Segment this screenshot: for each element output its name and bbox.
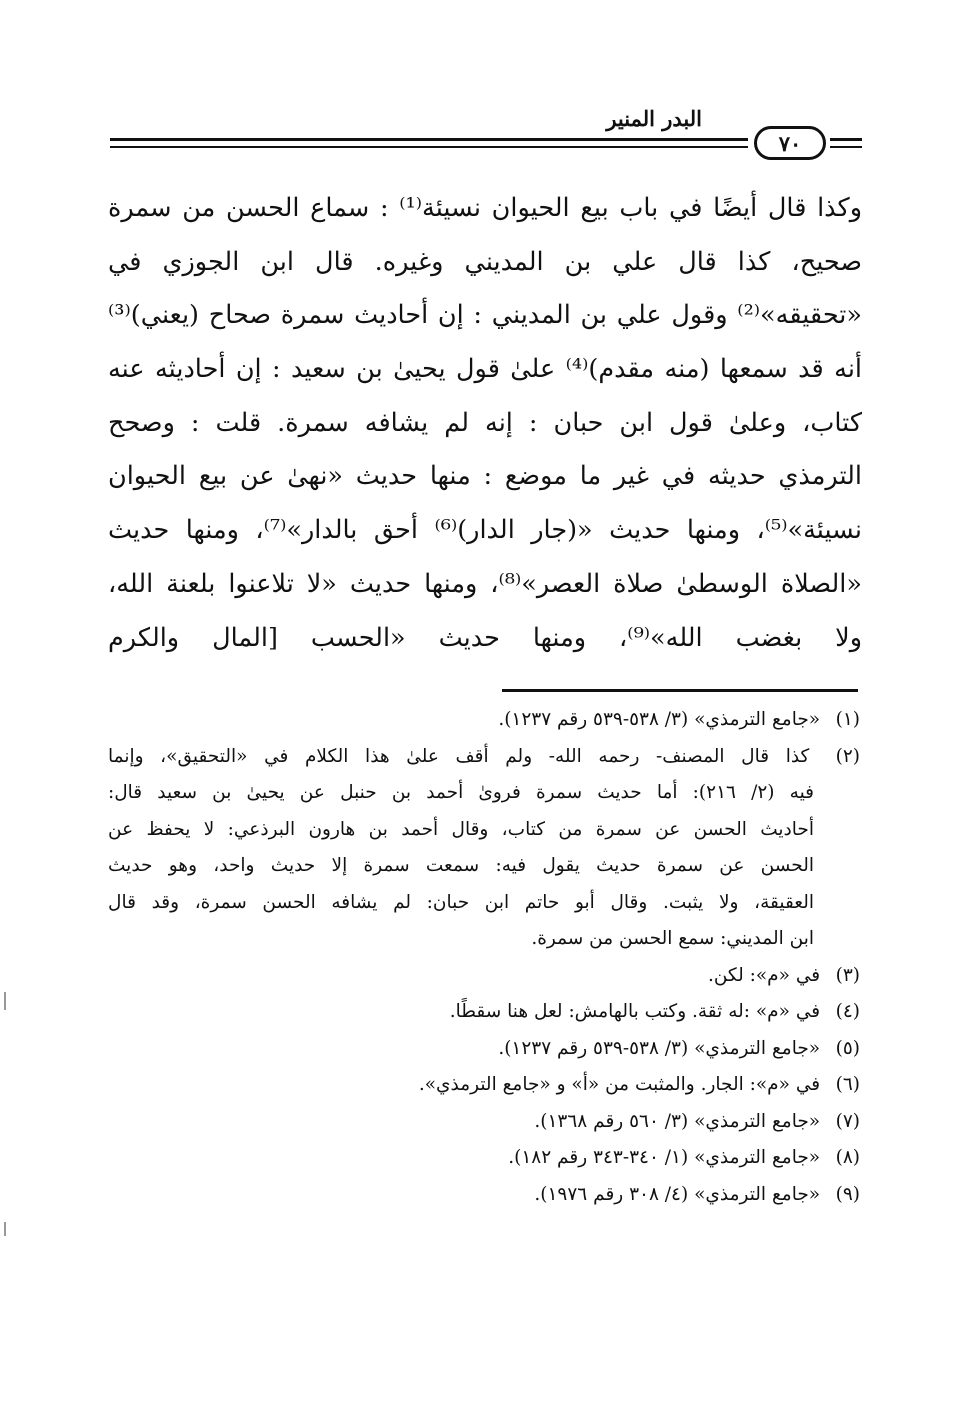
scan-mark xyxy=(4,1222,6,1236)
footnote-number: (٨) xyxy=(835,1147,860,1168)
footnote-2-continuation: الحسن عن سمرة حديث يقول فيه: سمعت سمرة إلا حديث واحد، وهو حديث xyxy=(108,855,814,876)
text-line: وكذا قال أيضًا في باب بيع الحيوان نسيئة⁽¹⁾ : سماع الحسن من سمرة xyxy=(108,193,862,223)
footnote-text: «جامع الترمذي» (٣/ ٥٣٨-٥٣٩ رقم ١٢٣٧). xyxy=(498,1037,821,1059)
footnote-number: (١) xyxy=(835,709,860,730)
text-line: صحيح، كذا قال علي بن المديني وغيره. قال ابن الجوزي في xyxy=(108,246,862,277)
text-line: كتاب، وعلىٰ قول ابن حبان : إنه لم يشافه سمرة. قلت : وصحح xyxy=(108,407,862,438)
footnote-4 xyxy=(108,994,860,1031)
footnote-number: (٤) xyxy=(835,1001,860,1022)
footnote-1 xyxy=(108,702,860,739)
footnote-text: «جامع الترمذي» (٣/ ٥٦٠ رقم ١٣٦٨). xyxy=(534,1110,821,1132)
footnote-number: (٦) xyxy=(835,1074,860,1095)
text-line: نسيئة»⁽⁵⁾، ومنها حديث «(جار الدار)⁽⁶⁾ أحق بالدار»⁽⁷⁾، ومنها حديث xyxy=(108,515,862,546)
header-rule xyxy=(110,146,748,148)
book-title: البدر المنير xyxy=(606,106,702,131)
text-line: أنه قد سمعها (منه مقدم)⁽⁴⁾ علىٰ قول يحيىٰ بن سعيد : إن أحاديثه عنه xyxy=(108,354,862,385)
footnote-text: «جامع الترمذي» (٤/ ٣٠٨ رقم ١٩٧٦). xyxy=(534,1183,821,1205)
footnote-number: (٣) xyxy=(835,964,860,986)
text-line: «الصلاة الوسطىٰ صلاة العصر»⁽⁸⁾، ومنها حديث «لا تلاعنوا بلعنة الله، xyxy=(108,568,862,599)
footnote-number: (٩) xyxy=(835,1183,860,1205)
footnote-text: «جامع الترمذي» (١/ ٣٤٠-٣٤٣ رقم ١٨٢). xyxy=(508,1147,821,1168)
footnote-2 xyxy=(108,739,860,776)
header-rule xyxy=(830,138,862,141)
footnote-9 xyxy=(108,1177,860,1214)
footnote-number: (٢) xyxy=(835,745,860,767)
footnote-separator xyxy=(502,689,858,692)
footnote-text: في «م»: لكن. xyxy=(707,964,821,986)
main-text xyxy=(108,182,862,665)
footnote-text: في «م»: الجار. والمثبت من «أ» و «جامع الترمذي». xyxy=(418,1074,821,1095)
page-header xyxy=(110,108,862,168)
footnote-6 xyxy=(108,1067,860,1104)
footnote-7 xyxy=(108,1104,860,1141)
footnote-number: (٧) xyxy=(835,1110,860,1132)
scan-mark xyxy=(4,992,6,1010)
footnote-text: كذا قال المصنف- رحمه الله- ولم أقف علىٰ هذا الكلام في «التحقيق»، وإنما xyxy=(108,745,810,767)
page-number: ٧٠ xyxy=(754,126,826,160)
header-rule xyxy=(830,146,862,148)
footnote-3 xyxy=(108,958,860,995)
footnotes xyxy=(108,702,860,1213)
footnote-2-continuation: أحاديث الحسن عن سمرة من كتاب، وقال أحمد بن هارون البرذعي: لا يحفظ عن xyxy=(108,818,814,840)
footnote-2-continuation: العقيقة، ولا يثبت. وقال أبو حاتم ابن حبان: لم يشافه الحسن سمرة، وقد قال xyxy=(108,891,814,913)
footnote-text: في «م» :له ثقة. وكتب بالهامش: لعل هنا سقطًا. xyxy=(449,1001,821,1022)
text-line: «تحقيقه»⁽²⁾ وقول علي بن المديني : إن أحاديث سمرة صحاح (يعني)⁽³⁾ xyxy=(108,300,862,331)
footnote-8 xyxy=(108,1140,860,1177)
header-rule xyxy=(110,138,748,141)
footnote-5 xyxy=(108,1031,860,1068)
footnote-2-continuation: ابن المديني: سمع الحسن من سمرة. xyxy=(531,928,814,949)
footnote-text: «جامع الترمذي» (٣/ ٥٣٨-٥٣٩ رقم ١٢٣٧). xyxy=(498,709,821,730)
footnote-number: (٥) xyxy=(835,1037,860,1059)
text-line: ولا بغضب الله»⁽⁹⁾، ومنها حديث «الحسب [المال والكرم xyxy=(108,622,862,653)
footnote-2-continuation: فيه (٢/ ٢١٦): أما حديث سمرة فروىٰ أحمد بن حنبل عن يحيىٰ بن سعيد قال: xyxy=(108,782,814,803)
text-line: الترمذي حديثه في غير ما موضع : منها حديث «نهىٰ عن بيع الحيوان xyxy=(108,461,862,492)
